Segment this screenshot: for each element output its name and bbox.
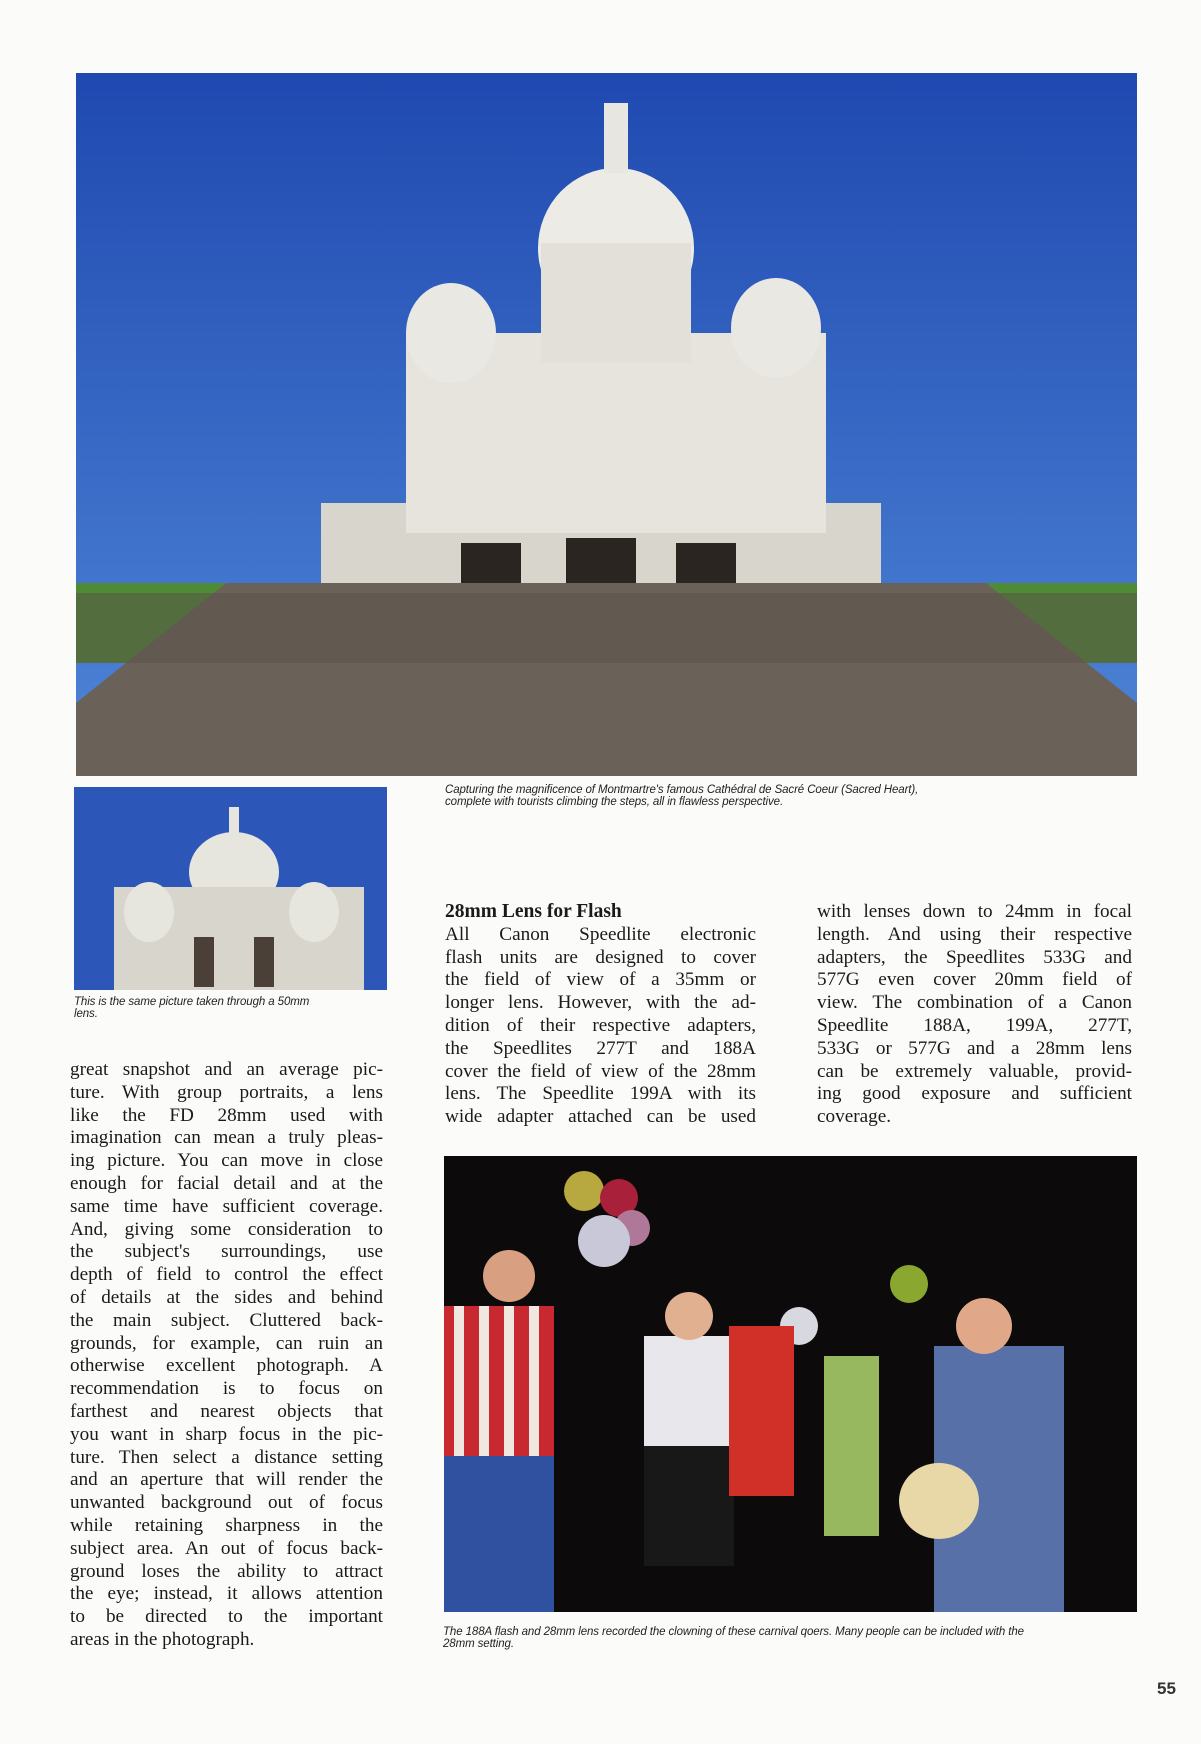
text-line: Speedlite 188A, 199A, 277T, [817,1014,1132,1036]
sacre-coeur-50mm-photo [74,787,387,990]
text-line: imagination can mean a truly pleas- [70,1127,383,1149]
text-line: ing good exposure and sufficient [817,1083,1132,1105]
text-line: cover the field of view of the 28mm [445,1060,756,1082]
text-line: ing picture. You can move in close [70,1150,383,1172]
text-line: and an aperture that will render the [70,1469,383,1491]
left-text-column [70,1059,383,1652]
text-line: grounds, for example, can ruin an [70,1332,383,1354]
bottom-photo-caption [443,1626,1024,1650]
text-line: longer lens. However, with the ad- [445,992,756,1014]
text-line: same time have sufficient coverage. [70,1195,383,1217]
text-line: otherwise excellent photograph. A [70,1355,383,1377]
text-line: can be extremely valuable, provid- [817,1060,1132,1082]
text-line: farthest and nearest objects that [70,1400,383,1422]
text-line: wide adapter attached can be used [445,1106,756,1128]
text-line: adapters, the Speedlites 533G and [817,946,1132,968]
text-line: the main subject. Cluttered back- [70,1309,383,1331]
text-line: great snapshot and an average pic- [70,1059,383,1080]
text-line: of details at the sides and behind [70,1286,383,1308]
text-line: 577G even cover 20mm field of [817,969,1132,991]
text-line: enough for facial detail and at the [70,1172,383,1194]
caption-line: lens. [74,1008,98,1020]
text-line: All Canon Speedlite electronic [445,923,756,945]
top-photo-caption [445,784,918,808]
page-number: 55 [1157,1679,1176,1698]
text-line: ture. Then select a distance setting [70,1446,383,1468]
text-line: flash units are designed to cover [445,946,756,968]
text-line: coverage. [817,1106,892,1128]
text-line: lens. The Speedlite 199A with its [445,1083,756,1105]
text-line: recommendation is to focus on [70,1378,383,1400]
text-line: length. And using their respective [817,923,1132,945]
text-line: the Speedlites 277T and 188A [445,1037,756,1059]
sacre-coeur-28mm-photo [76,73,1137,776]
carnival-photo [444,1156,1137,1612]
right-text-column [817,901,1132,1129]
text-line: with lenses down to 24mm in focal [817,901,1132,922]
text-line: ture. With group portraits, a lens [70,1081,383,1103]
text-line: like the FD 28mm used with [70,1104,383,1126]
text-line: ground loses the ability to attract [70,1560,383,1582]
caption-line: Capturing the magnificence of Montmartre's famous Cathédral de Sacré Coeur (Sacred Heart), [445,784,919,796]
text-line: depth of field to control the effect [70,1264,383,1286]
caption-line: 28mm setting. [443,1638,514,1650]
caption-line: complete with tourists climbing the steps, all in flawless perspective. [445,796,784,808]
text-line: the eye; instead, it allows attention [70,1583,383,1605]
small-photo-caption [74,996,309,1020]
text-line: areas in the photograph. [70,1628,255,1650]
text-line: the subject's surroundings, use [70,1241,383,1263]
middle-text-column [445,901,756,1129]
text-line: 533G or 577G and a 28mm lens [817,1037,1132,1059]
text-line: subject area. An out of focus back- [70,1537,383,1559]
text-line: And, giving some consideration to [70,1218,383,1240]
text-line: view. The combination of a Canon [817,992,1132,1014]
text-line: to be directed to the important [70,1606,383,1628]
caption-line: This is the same picture taken through a 50mm [74,996,310,1008]
text-line: while retaining sharpness in the [70,1514,383,1536]
text-line: the field of view of a 35mm or [445,969,756,991]
section-heading: 28mm Lens for Flash [445,901,622,922]
text-line: dition of their respective adapters, [445,1014,756,1036]
text-line: unwanted background out of focus [70,1492,383,1514]
caption-line: The 188A flash and 28mm lens recorded the clowning of these carnival qoers. Many people can be included with the [443,1626,1024,1638]
text-line: you want in sharp focus in the pic- [70,1423,383,1445]
